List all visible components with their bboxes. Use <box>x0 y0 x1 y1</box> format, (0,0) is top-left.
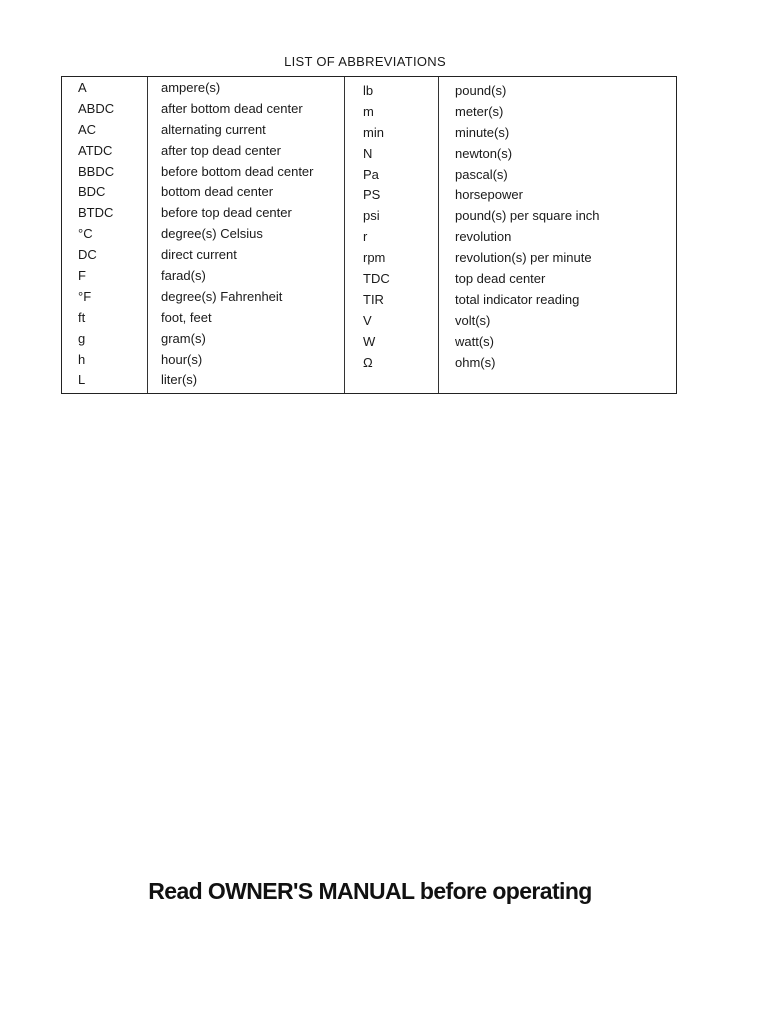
meaning-cell: top dead center <box>455 271 546 287</box>
meaning-cell: pound(s) per square inch <box>455 208 600 224</box>
abbreviation-cell: V <box>363 312 372 328</box>
meaning-cell: direct current <box>161 247 237 263</box>
meaning-cell: volt(s) <box>455 312 491 328</box>
meaning-cell: pound(s) <box>455 83 507 98</box>
abbreviation-cell: rpm <box>363 250 386 266</box>
abbreviation-cell: r <box>363 229 368 245</box>
meaning-cell: degree(s) Celsius <box>161 226 263 242</box>
meaning-cell: gram(s) <box>161 330 206 346</box>
meaning-cell: farad(s) <box>161 268 206 284</box>
abbreviation-cell: N <box>363 145 373 161</box>
meaning-cell: revolution(s) per minute <box>455 250 592 266</box>
meaning-cell: degree(s) Fahrenheit <box>161 288 283 304</box>
abbreviation-cell: °C <box>78 226 93 242</box>
abbreviation-cell: DC <box>78 247 97 263</box>
abbreviations-table <box>61 76 677 394</box>
abbreviation-cell: psi <box>363 208 380 224</box>
abbreviation-cell: PS <box>363 187 381 203</box>
abbreviation-cell: BBDC <box>78 163 115 179</box>
meaning-cell: horsepower <box>455 187 523 203</box>
meaning-cell: before bottom dead center <box>161 163 314 179</box>
abbreviation-cell: min <box>363 124 384 140</box>
right-abbreviation-column <box>345 77 439 393</box>
abbreviation-cell: F <box>78 268 86 284</box>
abbreviation-cell: Pa <box>363 166 379 182</box>
abbreviation-cell: W <box>363 333 376 349</box>
abbreviation-cell: lb <box>363 83 374 98</box>
meaning-cell: liter(s) <box>161 372 198 388</box>
abbreviation-cell: A <box>78 80 87 95</box>
meaning-cell: ampere(s) <box>161 80 221 95</box>
abbreviation-cell: Ω <box>363 354 373 370</box>
meaning-cell: watt(s) <box>455 333 494 349</box>
meaning-cell: total indicator reading <box>455 291 580 307</box>
abbreviation-cell: m <box>363 103 374 119</box>
meaning-cell: before top dead center <box>161 205 292 221</box>
meaning-cell: pascal(s) <box>455 166 508 182</box>
left-abbreviation-column <box>62 77 148 393</box>
meaning-cell: minute(s) <box>455 124 510 140</box>
meaning-cell: hour(s) <box>161 351 203 367</box>
meaning-cell: foot, feet <box>161 309 212 325</box>
abbreviation-cell: TIR <box>363 291 384 307</box>
page-title: LIST OF ABBREVIATIONS <box>284 54 446 69</box>
abbreviation-cell: g <box>78 330 86 346</box>
abbreviation-cell: ABDC <box>78 100 115 116</box>
abbreviation-cell: AC <box>78 121 97 137</box>
abbreviation-cell: BTDC <box>78 205 114 221</box>
footer-notice: Read OWNER'S MANUAL before operating <box>148 878 592 904</box>
meaning-cell: after top dead center <box>161 142 281 158</box>
abbreviation-cell: h <box>78 351 86 367</box>
abbreviation-cell: TDC <box>363 271 390 287</box>
meaning-cell: bottom dead center <box>161 184 274 200</box>
left-meaning-column <box>148 77 345 393</box>
meaning-cell: alternating current <box>161 121 266 137</box>
meaning-cell: revolution <box>455 229 512 245</box>
meaning-cell: after bottom dead center <box>161 100 303 116</box>
right-meaning-column <box>439 77 676 393</box>
abbreviation-cell: °F <box>78 288 92 304</box>
abbreviation-cell: BDC <box>78 184 106 200</box>
abbreviation-cell: ATDC <box>78 142 113 158</box>
meaning-cell: newton(s) <box>455 145 513 161</box>
abbreviation-cell: L <box>78 372 86 388</box>
abbreviation-cell: ft <box>78 309 86 325</box>
meaning-cell: ohm(s) <box>455 354 496 370</box>
meaning-cell: meter(s) <box>455 103 504 119</box>
